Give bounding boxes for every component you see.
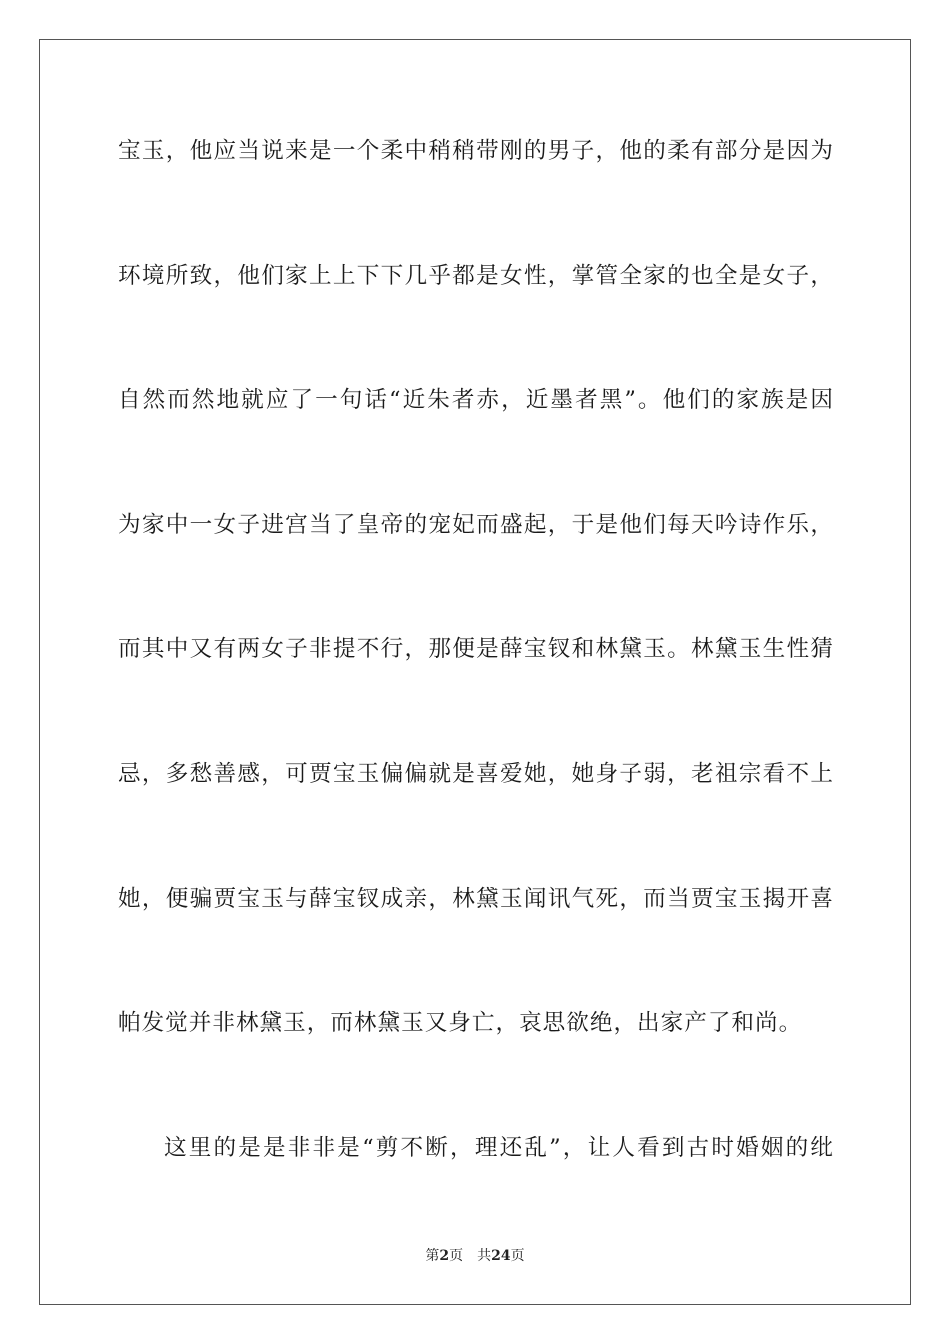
body-text-line-6: 忌，多愁善感，可贾宝玉偏偏就是喜爱她，她身子弱，老祖宗看不上 [118, 761, 834, 787]
total-page-number: 24 [491, 1248, 511, 1264]
current-page-number: 2 [439, 1248, 450, 1264]
page-border [39, 39, 911, 1305]
body-text-line-1: 宝玉，他应当说来是一个柔中稍稍带刚的男子，他的柔有部分是因为 [118, 138, 834, 164]
page-prefix: 第 [425, 1248, 440, 1264]
body-text-line-5: 而其中又有两女子非提不行，那便是薛宝钗和林黛玉。林黛玉生性猜 [118, 636, 834, 662]
body-text-line-8: 帕发觉并非林黛玉，而林黛玉又身亡，哀思欲绝，出家产了和尚。 [118, 1010, 803, 1036]
page-suffix: 页 [449, 1248, 464, 1264]
body-text-line-3: 自然而然地就应了一句话“近朱者赤，近墨者黑”。他们的家族是因 [118, 387, 834, 413]
total-prefix: 共 [477, 1248, 492, 1264]
body-text-line-4: 为家中一女子进宫当了皇帝的宠妃而盛起，于是他们每天吟诗作乐， [118, 512, 834, 538]
page-footer [0, 1246, 950, 1266]
body-text-line-2: 环境所致，他们家上上下下几乎都是女性，掌管全家的也全是女子， [118, 263, 834, 289]
body-text-line-9: 这里的是是非非是“剪不断，理还乱”，让人看到古时婚姻的纰 [164, 1135, 834, 1161]
body-text-line-7: 她，便骗贾宝玉与薛宝钗成亲，林黛玉闻讯气死，而当贾宝玉揭开喜 [118, 886, 834, 912]
total-suffix: 页 [510, 1248, 525, 1264]
